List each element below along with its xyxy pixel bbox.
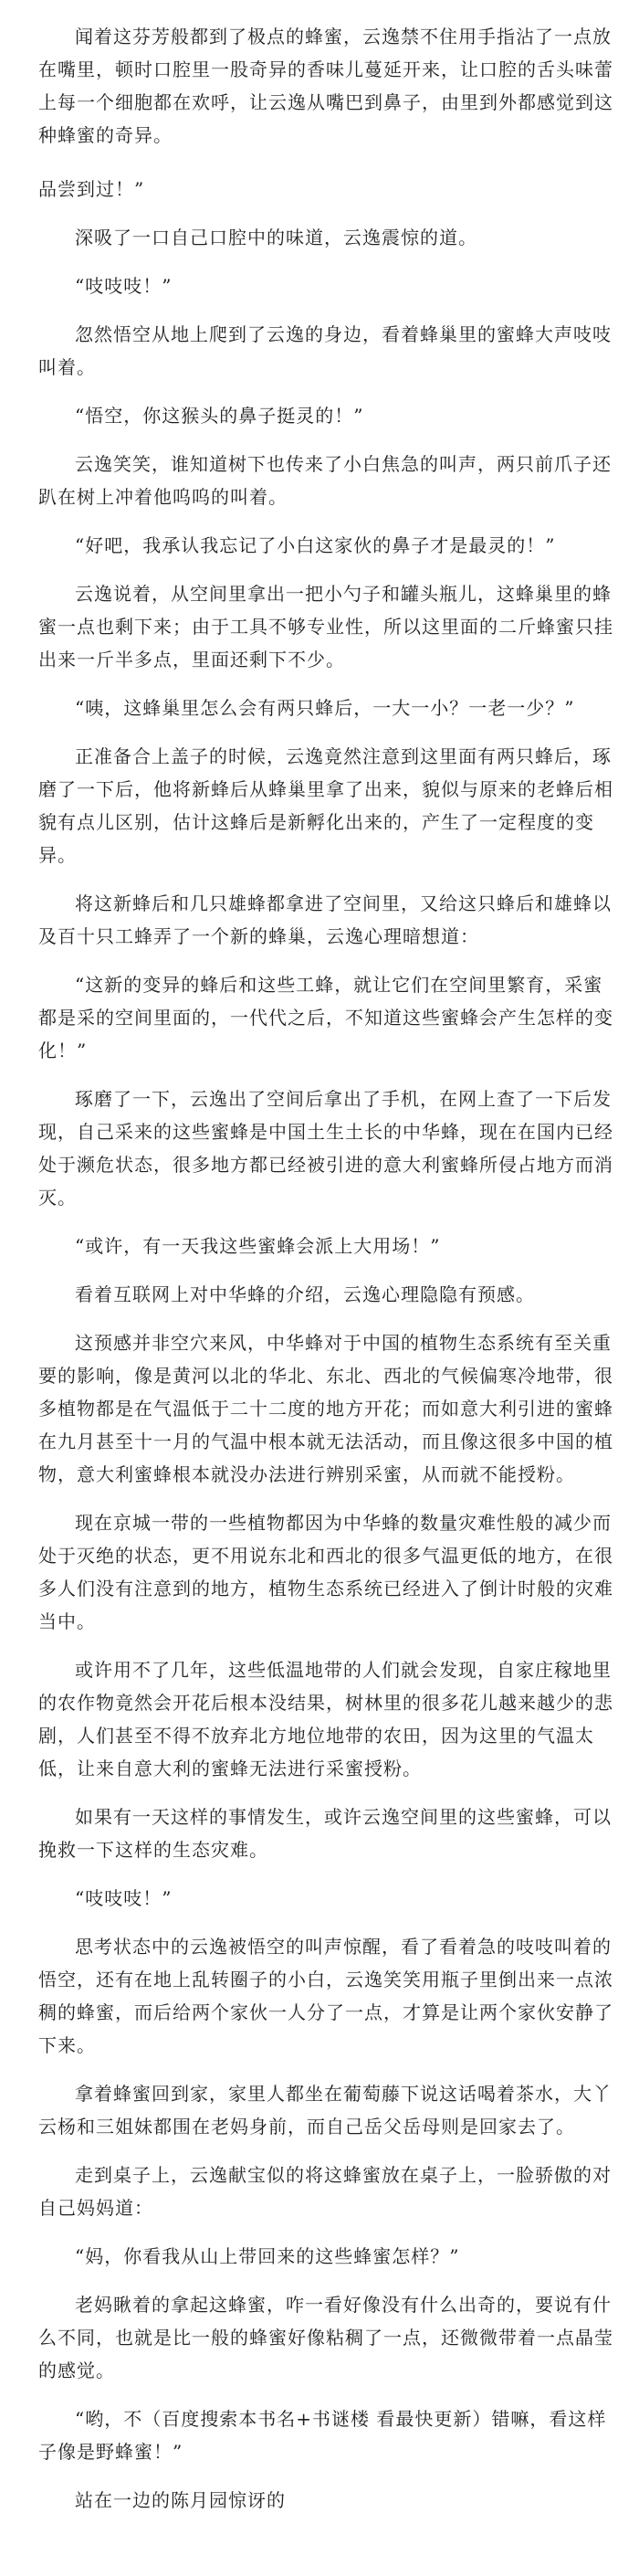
paragraph-1: 闻着这芬芳般都到了极点的蜂蜜，云逸禁不住用手指沾了一点放在嘴里，顿时口腔里一股奇异的香味儿蔓延开来，让口腔的舌头味蕾上每一个细胞都在欢呼，让云逸从嘴巴到鼻子，由里到外都感觉到这种蜂蜜的奇异。 (38, 26, 613, 146)
paragraph-21: “吱吱吱！” (75, 1887, 173, 1909)
paragraph-19: 或许用不了几年，这些低温地带的人们就会发现，自家庄稼地里的农作物竟然会开花后根本没结果，树林里的很多花儿越来越少的悲剧，人们甚至不得不放弃北方地位地带的农田，因为这里的气温太低，让来自意大利的蜜蜂无法进行采蜜授粉。 (38, 1659, 613, 1779)
paragraph-22: 思考状态中的云逸被悟空的叫声惊醒，看了看着急的吱吱叫着的悟空，还有在地上乱转圈子的小白，云逸笑笑用瓶子里倒出来一点浓稠的蜂蜜，而后给两个家伙一人分了一点，才算是让两个家伙安静了下来。 (38, 1936, 613, 2056)
paragraph-5: 忽然悟空从地上爬到了云逸的身边，看着蜂巢里的蜜蜂大声吱吱叫着。 (38, 323, 612, 378)
paragraph-11: 正准备合上盖子的时候，云逸竟然注意到这里面有两只蜂后，琢磨了一下后，他将新蜂后从蜂巢里拿了出来，貌似与原来的老蜂后相貌有点儿区别，估计这蜂后是新孵化出来的，产生了一定程度的变异。 (38, 745, 613, 866)
paragraph-28: 站在一边的陈月园惊讶的 (75, 2489, 286, 2511)
paragraph-3: 深吸了一口自己口腔中的味道，云逸震惊的道。 (75, 227, 477, 248)
paragraph-2: 品尝到过！” (38, 178, 145, 200)
paragraph-9: 云逸说着，从空间里拿出一把小勺子和罐头瓶儿，这蜂巢里的蜂蜜一点也剩下来；由于工具不够专业性，所以这里面的二斤蜂蜜只挂出来一斤半多点，里面还剩下不少。 (38, 583, 613, 670)
cropped-text-line (38, 159, 613, 164)
paragraph-8: “好吧，我承认我忘记了小白这家伙的鼻子才是最灵的！” (75, 534, 556, 556)
paragraph-6: “悟空，你这猴头的鼻子挺灵的！” (75, 405, 364, 427)
paragraph-18: 现在京城一带的一些植物都因为中华蜂的数量灾难性般的减少而处于灭绝的状态，更不用说东北和西北的很多气温更低的地方，在很多人们没有注意到的地方，植物生态系统已经进入了倒计时般的灾难当中。 (38, 1512, 613, 1632)
paragraph-16: 看着互联网上对中华蜂的介绍，云逸心理隐隐有预感。 (75, 1283, 535, 1305)
paragraph-12: 将这新蜂后和几只雄蜂都拿进了空间里，又给这只蜂后和雄蜂以及百十只工蜂弄了一个新的蜂巢，云逸心理暗想道： (38, 892, 612, 947)
paragraph-7: 云逸笑笑，谁知道树下也传来了小白焦急的叫声，两只前爪子还趴在树上冲着他呜呜的叫着。 (38, 453, 612, 508)
paragraph-20: 如果有一天这样的事情发生，或许云逸空间里的这些蜜蜂，可以挽救一下这样的生态灾难。 (38, 1806, 612, 1861)
paragraph-27: “哟，不（百度搜索本书名+书谜楼 看最快更新）错嘛，看这样子像是野蜂蜜！” (38, 2408, 607, 2463)
paragraph-26: 老妈瞅着的拿起这蜂蜜，咋一看好像没有什么出奇的，要说有什么不同，也就是比一般的蜂蜜好像粘稠了一点，还微微带着一点晶莹的感觉。 (38, 2294, 613, 2381)
paragraph-4: “吱吱吱！” (75, 275, 173, 297)
paragraph-14: 琢磨了一下，云逸出了空间后拿出了手机，在网上查了一下后发现，自己采来的这些蜜蜂是中国土生土长的中华蜂，现在在国内已经处于濒危状态，很多地方都已经被引进的意大利蜜蜂所侵占地方而消灭。 (38, 1088, 613, 1209)
paragraph-23: 拿着蜂蜜回到家，家里人都坐在葡萄藤下说这话喝着茶水，大丫云杨和三姐妹都围在老妈身前，而自己岳父岳母则是回家去了。 (38, 2083, 612, 2138)
paragraph-24: 走到桌子上，云逸献宝似的将这蜂蜜放在桌子上，一脸骄傲的对自己妈妈道： (38, 2164, 612, 2219)
paragraph-10: “咦，这蜂巢里怎么会有两只蜂后，一大一小？一老一少？” (75, 697, 575, 719)
paragraph-13: “这新的变异的蜂后和这些工蜂，就让它们在空间里繁育，采蜜都是采的空间里面的，一代代之后，不知道这些蜜蜂会产生怎样的变化！” (38, 974, 613, 1061)
paragraph-15: “或许，有一天我这些蜜蜂会派上大用场！” (75, 1235, 441, 1257)
paragraph-17: 这预感并非空穴来风，中华蜂对于中国的植物生态系统有至关重要的影响，像是黄河以北的华北、东北、西北的气候偏寒冷地带，很多植物都是在气温低于二十二度的地方开花；而如意大利引进的蜜蜂在九月甚至十一月的气温中根本就无法活动，而且像这很多中国的植物，意大利蜜蜂根本就没办法进行辨别采蜜，从而就不能授粉。 (38, 1332, 613, 1485)
paragraph-25: “妈，你看我从山上带回来的这些蜂蜜怎样？” (75, 2245, 460, 2267)
